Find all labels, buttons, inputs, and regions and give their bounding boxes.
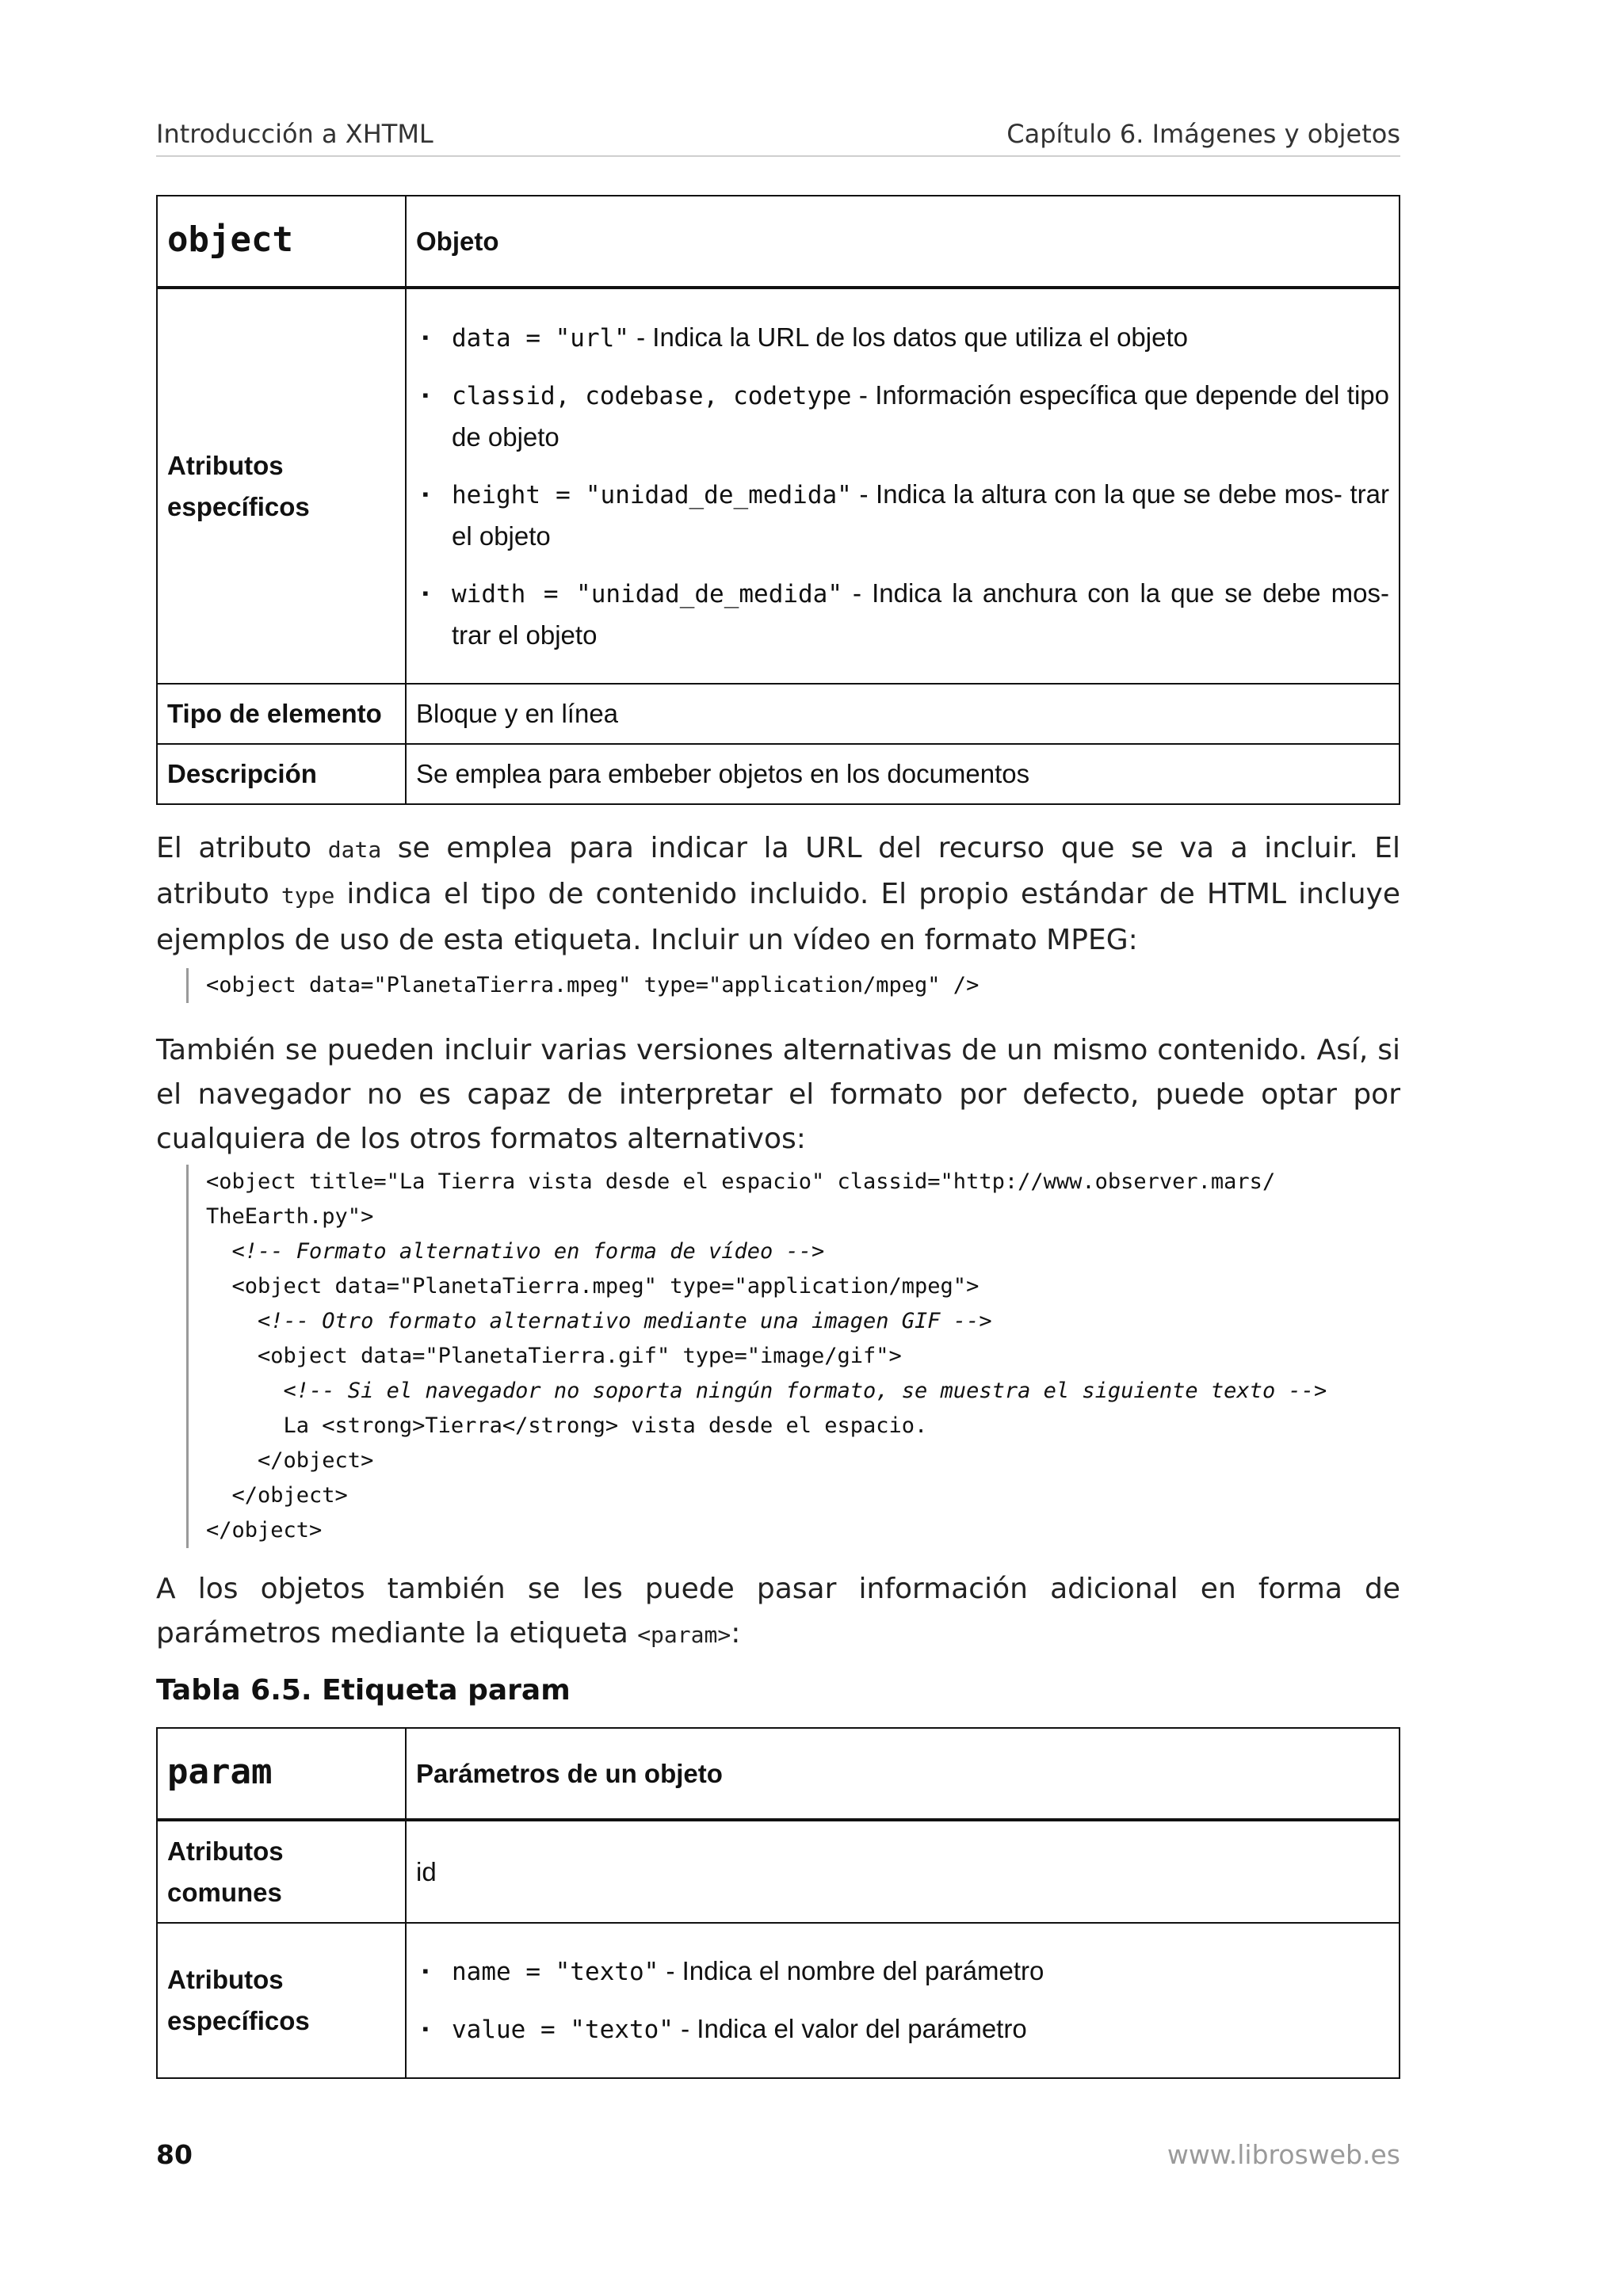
attribute-code: height = "unidad_de_medida" xyxy=(452,480,852,509)
footer-url[interactable]: www.librosweb.es xyxy=(1167,2139,1400,2170)
attribute-desc: - Indica la URL de los datos que utiliza el objeto xyxy=(628,322,1188,352)
attribute-desc: - Información específica que depende del tipo de objeto xyxy=(452,379,1390,452)
code-example-nested xyxy=(186,1165,1411,1548)
attribute-code: width = "unidad_de_medida" xyxy=(452,579,843,608)
specific-attributes-cell xyxy=(406,288,1400,684)
attribute-item xyxy=(416,1951,1389,1993)
header-chapter-title: Capítulo 6. Imágenes y objetos xyxy=(1006,119,1400,149)
attribute-code: classid, codebase, codetype xyxy=(452,381,852,410)
attribute-list xyxy=(416,1951,1389,2050)
paragraph-text: El atributo xyxy=(156,832,328,864)
table-tag-title: Objeto xyxy=(416,226,499,256)
page-footer xyxy=(156,2139,1400,2179)
table-title-cell xyxy=(406,196,1400,288)
table-tag-cell xyxy=(157,1728,406,1820)
attribute-desc: - Indica la altura con la que se debe mos- trar el objeto xyxy=(452,479,1389,551)
table-tag-cell xyxy=(157,196,406,288)
paragraph-text: A los objetos también se les puede pasar información adicional en forma de parámetros mediante la etiqueta xyxy=(156,1573,1400,1650)
code-line: </object> xyxy=(206,1483,348,1508)
attribute-desc: - Indica el valor del parámetro xyxy=(673,2014,1027,2043)
specific-attributes-label: Atributos específicos xyxy=(157,288,406,684)
code-line: </object> xyxy=(206,1448,374,1473)
header-book-title: Introducción a XHTML xyxy=(156,119,433,149)
attribute-list xyxy=(416,317,1389,656)
specific-attributes-cell xyxy=(406,1923,1400,2078)
attribute-item xyxy=(416,573,1389,656)
param-reference-table xyxy=(156,1727,1400,2079)
paragraph-alternatives: También se pueden incluir varias versiones alternativas de un mismo contenido. Así, si el navegador no es capaz de interpretar el formato por defecto, puede optar por cualquiera de los otros formatos alternativos: xyxy=(156,1034,1400,1155)
attribute-item xyxy=(416,317,1389,359)
object-reference-table xyxy=(156,195,1400,805)
table-tag-title: Parámetros de un objeto xyxy=(416,1758,723,1788)
inline-code: data xyxy=(327,837,382,863)
attribute-item xyxy=(416,375,1389,458)
code-comment-line: <!-- Otro formato alternativo mediante una imagen GIF --> xyxy=(206,1309,992,1333)
table-tag-name: param xyxy=(167,1752,273,1792)
element-type-label: Tipo de elemento xyxy=(157,684,406,744)
common-attributes-value: id xyxy=(406,1820,1400,1923)
code-comment-line: <!-- Formato alternativo en forma de vídeo --> xyxy=(206,1239,825,1264)
common-attributes-label: Atributos comunes xyxy=(157,1820,406,1923)
element-type-value: Bloque y en línea xyxy=(406,684,1400,744)
code-line: La <strong>Tierra</strong> vista desde el espacio. xyxy=(206,1413,928,1438)
paragraph-param xyxy=(156,1567,1400,1657)
attribute-item xyxy=(416,2008,1389,2050)
description-label: Descripción xyxy=(157,744,406,804)
code-line: <object data="PlanetaTierra.mpeg" type="application/mpeg"> xyxy=(206,1274,980,1299)
table-tag-name: object xyxy=(167,219,293,260)
inline-code: type xyxy=(281,883,335,909)
attribute-item xyxy=(416,474,1389,557)
code-line: </object> xyxy=(206,1518,323,1543)
specific-attributes-label: Atributos específicos xyxy=(157,1923,406,2078)
paragraph-text: : xyxy=(731,1617,741,1650)
attribute-code: name = "texto" xyxy=(452,1958,659,1986)
description-value: Se emplea para embeber objetos en los documentos xyxy=(406,744,1400,804)
code-example-single: <object data="PlanetaTierra.mpeg" type="application/mpeg" /> xyxy=(186,968,1411,1003)
inline-code: <param> xyxy=(637,1622,731,1648)
attribute-desc: - Indica el nombre del parámetro xyxy=(659,1956,1044,1985)
page-number: 80 xyxy=(156,2139,193,2170)
attribute-desc: - Indica la anchura con la que se debe mos- trar el objeto xyxy=(452,578,1389,650)
paragraph-text: indica el tipo de contenido incluido. El propio estándar de HTML incluye ejemplos de uso de esta etiqueta. Incluir un vídeo en formato MPEG: xyxy=(156,878,1401,956)
attribute-code: value = "texto" xyxy=(452,2016,674,2044)
paragraph-text: se emplea para indicar la URL del recurso que se va a incluir. El atributo xyxy=(156,832,1401,910)
code-line: <object title="La Tierra vista desde el espacio" classid="http://www.observer.mars/ xyxy=(206,1169,1276,1194)
code-comment-line: <!-- Si el navegador no soporta ningún formato, se muestra el siguiente texto --> xyxy=(206,1379,1327,1403)
code-line: <object data="PlanetaTierra.gif" type="image/gif"> xyxy=(206,1344,902,1368)
code-line: TheEarth.py"> xyxy=(206,1204,374,1229)
table-title-cell xyxy=(406,1728,1400,1820)
table-caption: Tabla 6.5. Etiqueta param xyxy=(156,1674,571,1707)
paragraph-data-attribute xyxy=(156,826,1400,963)
running-header xyxy=(156,117,1400,157)
attribute-code: data = "url" xyxy=(452,323,629,353)
